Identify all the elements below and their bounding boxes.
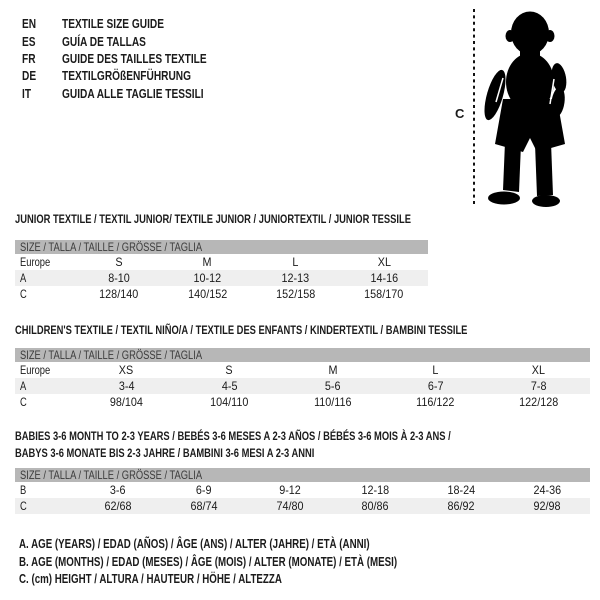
size-cell-text: XL [531, 363, 546, 377]
language-row [22, 32, 247, 49]
size-header-bar [15, 468, 590, 482]
language-code: ES [22, 33, 36, 49]
size-cell-text: S [225, 363, 234, 377]
language-label: GUÍA DE TALLAS [62, 33, 146, 49]
row-label-text: Europe [20, 363, 51, 377]
size-cell-text: 7-8 [530, 379, 547, 393]
size-cell [75, 499, 161, 513]
size-cell [252, 271, 340, 285]
size-cell-text: 12-13 [281, 271, 310, 285]
size-cell [384, 379, 487, 393]
table-row [15, 362, 590, 378]
size-cell-text: 128/140 [99, 287, 139, 301]
table-row [15, 394, 590, 410]
size-cell-text: 6-7 [427, 379, 444, 393]
size-cell [487, 363, 590, 377]
size-cell [418, 499, 504, 513]
table-title [15, 445, 590, 462]
size-cell-text: 10-12 [193, 271, 222, 285]
size-cell-text: 152/158 [276, 287, 316, 301]
table-title-text: BABYS 3-6 MONATE BIS 2-3 JAHRE / BAMBINI 3-6 MESI A 2-3 ANNI [15, 446, 315, 460]
legend [19, 536, 504, 589]
baby-silhouette-icon [478, 6, 578, 209]
size-cell-text: 74/80 [276, 499, 304, 513]
table-row [15, 378, 590, 394]
children-size-table [15, 322, 590, 410]
row-label [15, 271, 75, 285]
language-label: TEXTILGRÖßENFÜHRUNG [62, 68, 192, 84]
legend-line-a: A. AGE (YEARS) / EDAD (AÑOS) / ÂGE (ANS) / ALTER (JAHRE) / ETÀ (ANNI) [19, 537, 370, 551]
size-cell [163, 255, 251, 269]
table-row [15, 270, 428, 286]
size-cell [340, 287, 428, 301]
row-label-text: C [20, 499, 27, 513]
size-cell-text: 62/68 [104, 499, 132, 513]
language-list [22, 15, 247, 102]
size-cell-text: 9-12 [278, 483, 301, 497]
size-header-text: SIZE / TALLA / TAILLE / GRÖSSE / TAGLIA [20, 240, 203, 254]
size-cell-text: XS [119, 363, 134, 377]
size-cell-text: 80/86 [361, 499, 389, 513]
table-row [15, 498, 590, 514]
size-cell [504, 483, 590, 497]
size-cell [161, 499, 247, 513]
row-label-text: C [20, 287, 27, 301]
table-row [15, 286, 428, 302]
language-code: DE [22, 68, 37, 84]
size-cell [75, 271, 163, 285]
size-header-text: SIZE / TALLA / TAILLE / GRÖSSE / TAGLIA [20, 348, 203, 362]
size-cell-text: 158/170 [364, 287, 404, 301]
babies-size-table [15, 428, 590, 514]
size-cell-text: 92/98 [533, 499, 561, 513]
row-label-text: A [20, 271, 27, 285]
row-label-text: Europe [20, 255, 51, 269]
size-cell [332, 499, 418, 513]
size-cell [504, 499, 590, 513]
size-header-text: SIZE / TALLA / TAILLE / GRÖSSE / TAGLIA [20, 468, 203, 482]
size-cell-text: 8-10 [108, 271, 130, 285]
size-cell-text: 98/104 [109, 395, 144, 409]
language-row [22, 67, 247, 84]
size-cell-text: XL [377, 255, 391, 269]
size-cell [487, 395, 590, 409]
size-cell [384, 363, 487, 377]
size-cell [487, 379, 590, 393]
size-cell [252, 255, 340, 269]
legend-line-c: C. (cm) HEIGHT / ALTURA / HAUTEUR / HÖHE / ALTEZZA [19, 572, 282, 586]
height-dashed-line [470, 7, 478, 208]
size-header-bar [15, 348, 590, 362]
size-cell-text: 68/74 [190, 499, 218, 513]
size-cell-text: 3-4 [118, 379, 135, 393]
row-label [15, 363, 75, 377]
size-cell-text: 12-18 [361, 483, 390, 497]
language-label: TEXTILE SIZE GUIDE [62, 16, 164, 32]
row-label [15, 255, 75, 269]
row-label [15, 379, 75, 393]
size-cell [340, 271, 428, 285]
size-cell-text: 24-36 [533, 483, 561, 497]
size-cell [75, 363, 178, 377]
size-cell [178, 363, 281, 377]
table-row [15, 254, 428, 270]
row-label [15, 499, 75, 513]
size-cell [418, 483, 504, 497]
size-cell-text: 116/122 [416, 395, 455, 409]
size-cell-text: 4-5 [221, 379, 238, 393]
row-label-text: B [20, 483, 27, 497]
size-cell [281, 395, 384, 409]
size-cell-text: 18-24 [447, 483, 476, 497]
size-cell [247, 499, 333, 513]
language-label: GUIDA ALLE TAGLIE TESSILI [62, 85, 204, 101]
row-label [15, 395, 75, 409]
size-cell-text: 110/116 [313, 395, 352, 409]
junior-size-table [15, 211, 428, 302]
size-cell-text: L [292, 255, 299, 269]
size-cell [163, 271, 251, 285]
language-code: FR [22, 50, 36, 66]
size-cell-text: M [202, 255, 212, 269]
size-cell [178, 379, 281, 393]
table-title [15, 428, 590, 445]
legend-line-b: B. AGE (MONTHS) / EDAD (MESES) / ÂGE (MOIS) / ALTER (MONATE) / ETÀ (MESI) [19, 554, 398, 569]
language-row [22, 15, 247, 32]
size-cell [75, 379, 178, 393]
figure-height-label: C [455, 106, 465, 121]
size-cell-text: 122/128 [518, 395, 559, 409]
size-cell-text: 6-9 [195, 483, 212, 497]
size-cell-text: 140/152 [187, 287, 227, 301]
row-label-text: A [20, 379, 27, 393]
size-cell-text: 86/92 [447, 499, 475, 513]
size-cell [340, 255, 428, 269]
language-row [22, 85, 247, 102]
size-cell [178, 395, 281, 409]
table-title-text: BABIES 3-6 MONTH TO 2-3 YEARS / BEBÉS 3-6 MESES A 2-3 AÑOS / BÉBÉS 3-6 MOIS À 2-3 ANS / [15, 429, 451, 443]
size-cell [75, 287, 163, 301]
size-cell [75, 255, 163, 269]
row-label [15, 287, 75, 301]
size-cell [384, 395, 487, 409]
size-cell [281, 379, 384, 393]
row-label-text: C [20, 395, 27, 409]
size-cell-text: L [432, 363, 439, 377]
size-cell [75, 395, 178, 409]
size-cell [281, 363, 384, 377]
size-cell [252, 287, 340, 301]
table-title [15, 322, 590, 338]
size-cell-text: S [115, 255, 123, 269]
row-label [15, 483, 75, 497]
table-title-text: JUNIOR TEXTILE / TEXTIL JUNIOR/ TEXTILE JUNIOR / JUNIORTEXTIL / JUNIOR TESSILE [15, 212, 411, 226]
table-row [15, 482, 590, 498]
size-cell [163, 287, 251, 301]
table-title [15, 211, 428, 227]
language-code: IT [22, 85, 32, 101]
table-title-text: CHILDREN'S TEXTILE / TEXTIL NIÑO/A / TEXTILE DES ENFANTS / KINDERTEXTIL / BAMBINI TESSILE [15, 323, 468, 337]
size-cell [161, 483, 247, 497]
size-cell [75, 483, 161, 497]
language-row [22, 50, 247, 67]
size-cell-text: M [328, 363, 337, 377]
size-cell [332, 483, 418, 497]
language-code: EN [22, 16, 37, 32]
size-cell-text: 5-6 [324, 379, 341, 393]
size-cell-text: 104/110 [210, 395, 249, 409]
size-header-bar [15, 240, 428, 254]
language-label: GUIDE DES TAILLES TEXTILE [62, 50, 207, 66]
size-cell-text: 3-6 [110, 483, 126, 497]
size-cell [247, 483, 333, 497]
size-cell-text: 14-16 [370, 271, 398, 285]
